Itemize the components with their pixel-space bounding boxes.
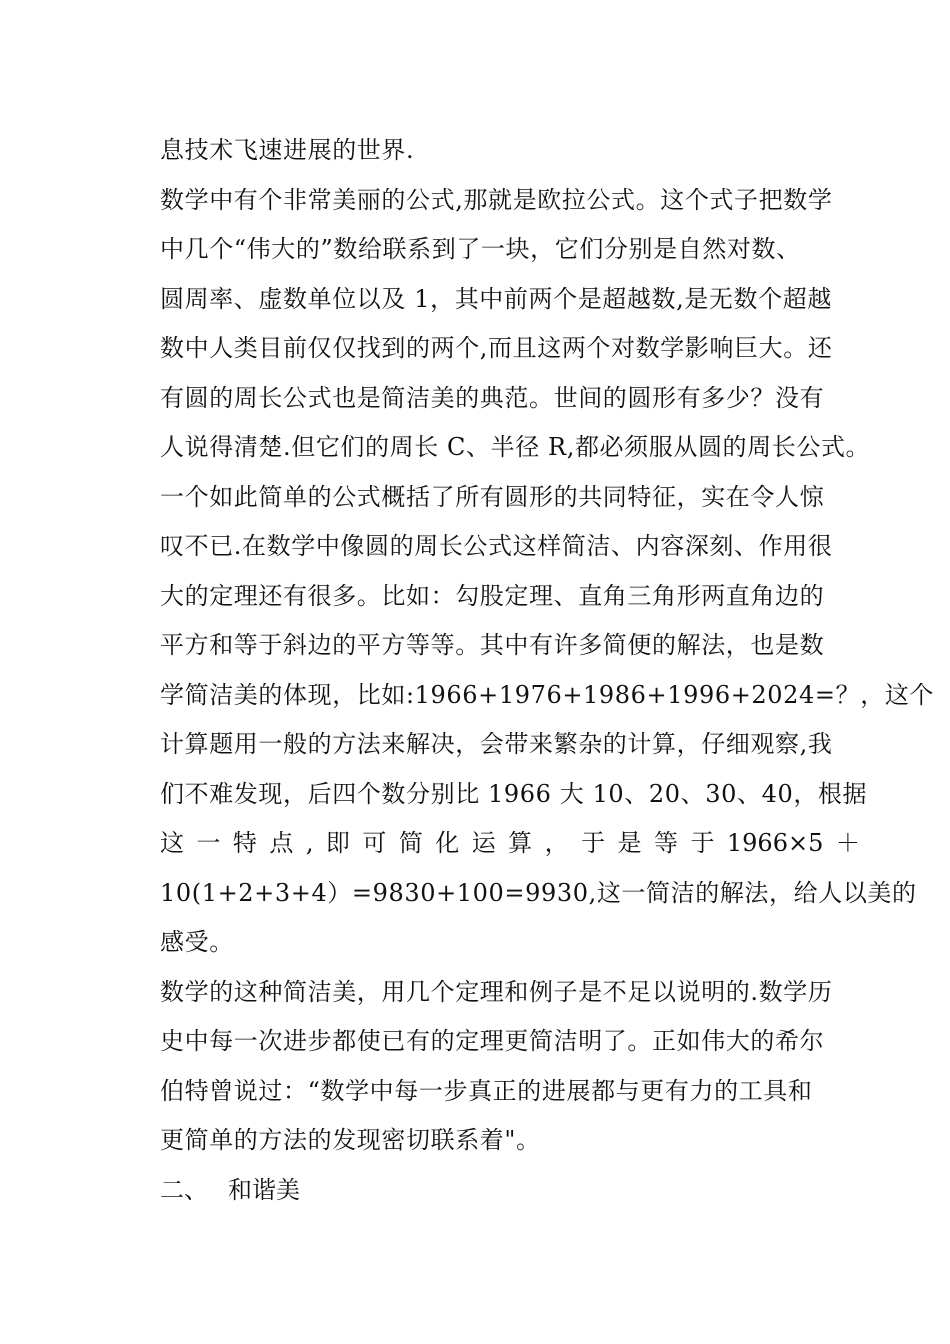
justified-token: 可 [362, 829, 387, 857]
justified-token: 一 [196, 829, 221, 857]
justified-token: , [305, 829, 314, 857]
text-line: 有圆的周长公式也是简洁美的典范。世间的圆形有多少？没有 [160, 383, 825, 412]
paragraph-euler-formula [160, 176, 935, 968]
justified-token: ， [544, 829, 569, 857]
section-heading [160, 1166, 860, 1216]
document-body [160, 126, 935, 1215]
justified-text-line [160, 819, 860, 869]
text-line: 更简单的方法的发现密切联系着"。 [160, 1126, 541, 1154]
justified-token: 特 [232, 829, 257, 857]
text-line: 息技术飞速进展的世界. [160, 136, 415, 164]
text-line: 圆周率、虚数单位以及 1，其中前两个是超越数,是无数个超越 [160, 284, 832, 313]
justified-token: 化 [435, 829, 460, 857]
text-line: 们不难发现，后四个数分别比 1966 大 10、20、30、40，根据 [160, 779, 868, 808]
justified-token: 1966×5 [726, 829, 824, 857]
justified-token: ＋ [835, 829, 860, 857]
text-line: 数中人类目前仅仅找到的两个,而且这两个对数学影响巨大。还 [160, 334, 833, 362]
text-line: 数学中有个非常美丽的公式,那就是欧拉公式。这个式子把数学 [160, 185, 833, 214]
paragraph-history [160, 968, 860, 1166]
text-line: 一个如此简单的公式概括了所有圆形的共同特征，实在令人惊 [160, 482, 825, 511]
justified-token: 运 [471, 829, 496, 857]
justified-token: 于 [690, 829, 715, 857]
justified-token: 是 [617, 829, 642, 857]
justified-token: 点 [269, 829, 294, 857]
justified-token: 简 [398, 829, 423, 857]
section-title: 和谐美 [228, 1175, 300, 1204]
text-line: 史中每一次进步都使已有的定理更简洁明了。正如伟大的希尔 [160, 1027, 825, 1055]
text-line: 计算题用一般的方法来解决，会带来繁杂的计算，仔细观察,我 [160, 730, 833, 758]
text-line: 叹不已.在数学中像圆的周长公式这样简洁、内容深刻、作用很 [160, 532, 833, 560]
section-number: 二、 [160, 1175, 208, 1204]
text-line: 学简洁美的体现，比如:1966+1976+1986+1996+2024=？，这个 [160, 680, 935, 709]
paragraph-intro [160, 126, 860, 176]
text-line: 数学的这种简洁美，用几个定理和例子是不足以说明的.数学历 [160, 977, 833, 1006]
justified-token: 即 [325, 829, 350, 857]
text-line: 中几个“伟大的”数给联系到了一块，它们分别是自然对数、 [160, 235, 801, 263]
text-line: 平方和等于斜边的平方等等。其中有许多简便的解法，也是数 [160, 631, 825, 659]
justified-token: 这 [160, 829, 184, 857]
text-line: 人说得清楚.但它们的周长 C、半径 R,都必须服从圆的周长公式。 [160, 433, 871, 461]
justified-token: 算 [508, 829, 533, 857]
text-line: 10(1+2+3+4）=9830+100=9930,这一简洁的解法，给人以美的 [160, 878, 917, 907]
text-line: 大的定理还有很多。比如：勾股定理、直角三角形两直角边的 [160, 581, 825, 610]
justified-token: 于 [581, 829, 606, 857]
justified-token: 等 [653, 829, 678, 857]
text-line: 伯特曾说过：“数学中每一步真正的进展都与更有力的工具和 [160, 1076, 813, 1105]
text-line: 感受。 [160, 928, 234, 956]
